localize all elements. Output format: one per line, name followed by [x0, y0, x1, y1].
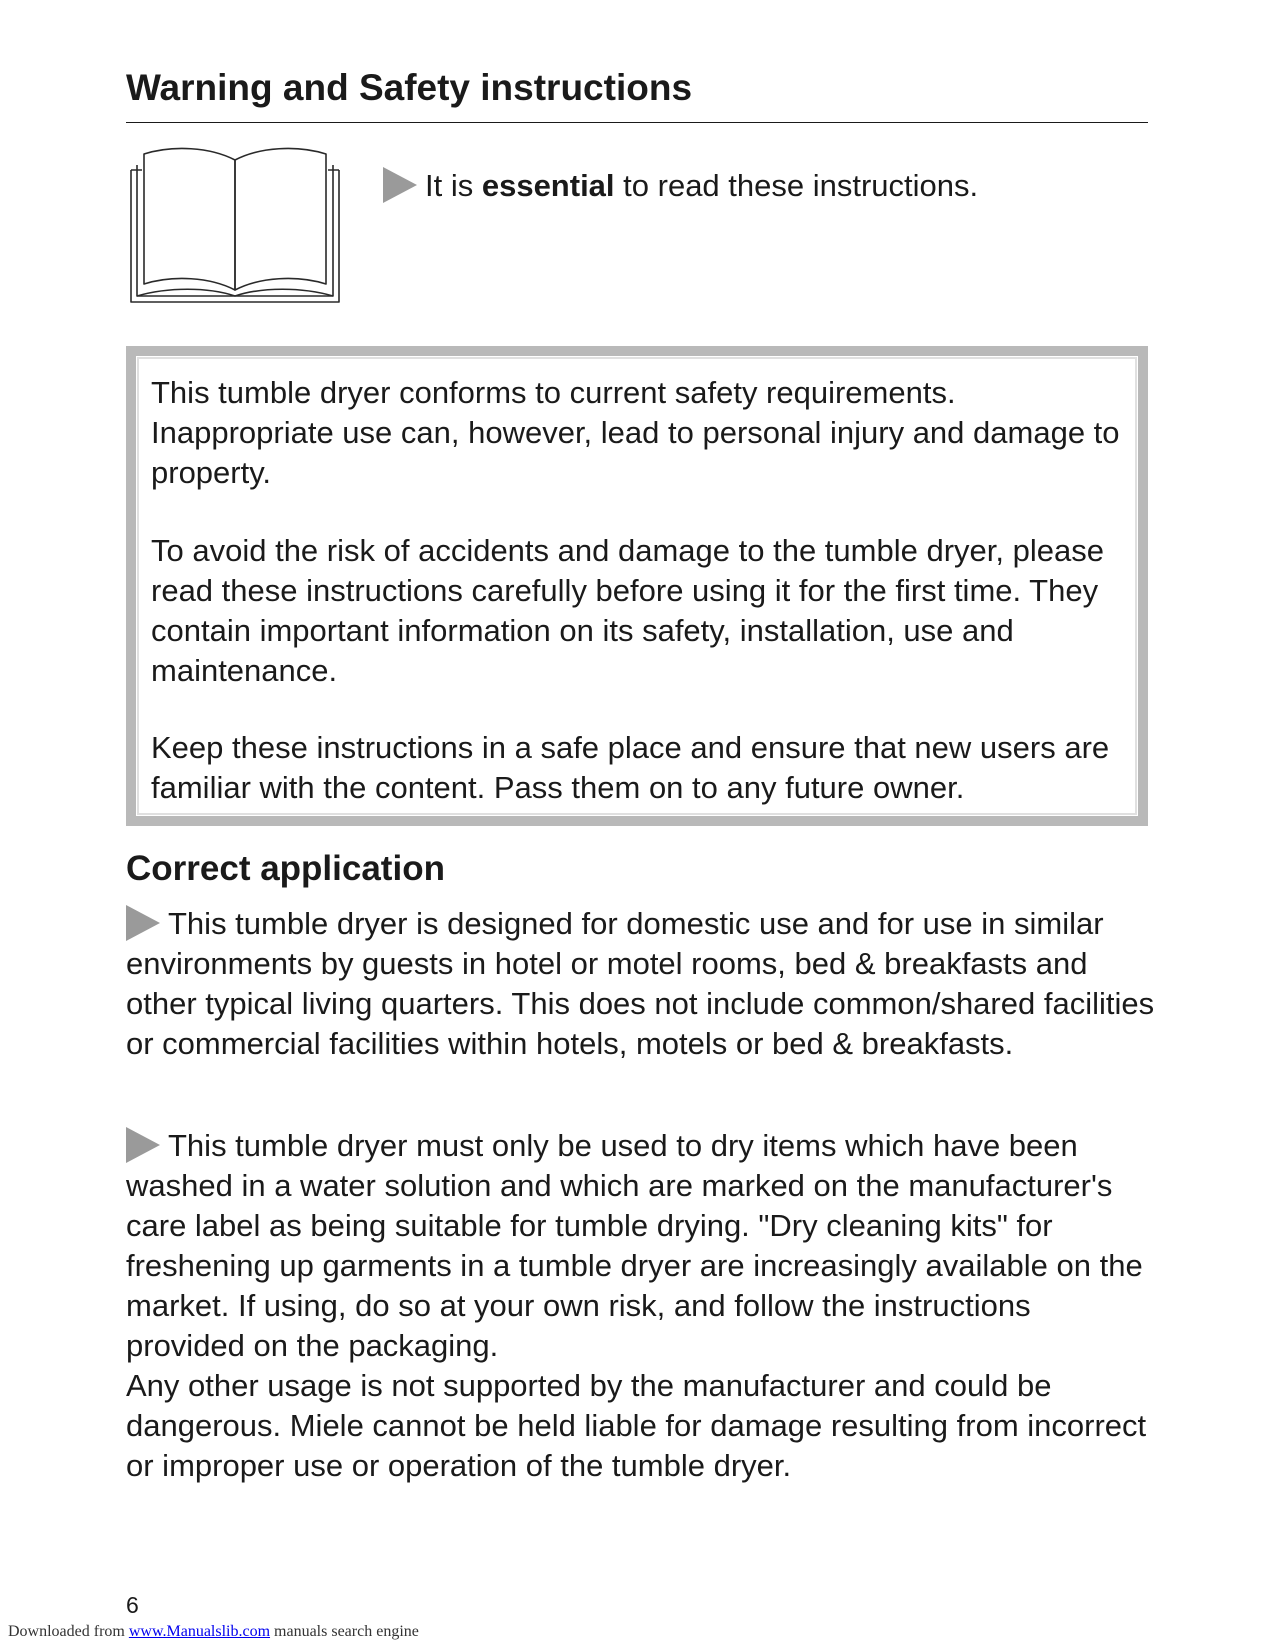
essential-suffix: to read these instructions.: [614, 168, 979, 203]
application-item-text: This tumble dryer must only be used to dry items which have been washed in a water solution and which are marked on the manufacturer's care label as being suitable for tumble drying. "Dry cleaning kits" for freshening up garments in a tumble dryer are increasingly available on the market. If using, do so at your own risk, and follow the instructions provided on the packaging.: [126, 1128, 1143, 1363]
notice-paragraph: To avoid the risk of accidents and damage to the tumble dryer, please read these instructions carefully before using it for the first time. They contain important information on its safety, installation, use and maintenance.: [151, 533, 1104, 688]
open-book-icon: [128, 146, 342, 308]
notice-paragraph: This tumble dryer conforms to current safety requirements. Inappropriate use can, however, lead to personal injury and damage to property.: [151, 375, 1120, 490]
title-divider: [126, 122, 1148, 123]
essential-read-notice: [383, 166, 978, 206]
manualslib-link[interactable]: www.Manualslib.com: [128, 1623, 271, 1640]
section-heading-correct-application: Correct application: [126, 849, 445, 888]
page-number: 6: [126, 1592, 139, 1618]
essential-prefix: It is: [425, 168, 482, 203]
footer-suffix: manuals search engine: [270, 1623, 419, 1640]
triangle-arrow-icon: [126, 905, 160, 941]
footer-prefix: Downloaded from: [8, 1623, 129, 1640]
page-title: Warning and Safety instructions: [126, 67, 693, 108]
application-item: [126, 904, 1156, 1064]
notice-paragraph: Keep these instructions in a safe place and ensure that new users are familiar with the content. Pass them on to any future owner.: [151, 730, 1110, 805]
triangle-arrow-icon: [126, 1127, 160, 1163]
triangle-arrow-icon: [383, 167, 417, 203]
download-footer: [8, 1622, 419, 1642]
essential-emphasis: essential: [481, 168, 615, 203]
application-item: [126, 1126, 1156, 1366]
application-item-text: This tumble dryer is designed for domestic use and for use in similar environments by guests in hotel or motel rooms, bed & breakfasts and other typical living quarters. This does not include common/shared facilities or commercial facilities within hotels, motels or bed & breakfasts.: [126, 906, 1155, 1061]
application-followup: Any other usage is not supported by the manufacturer and could be dangerous. Miele cannot be held liable for damage resulting from incorrect or improper use or operation of the tumble dryer.: [126, 1368, 1147, 1483]
